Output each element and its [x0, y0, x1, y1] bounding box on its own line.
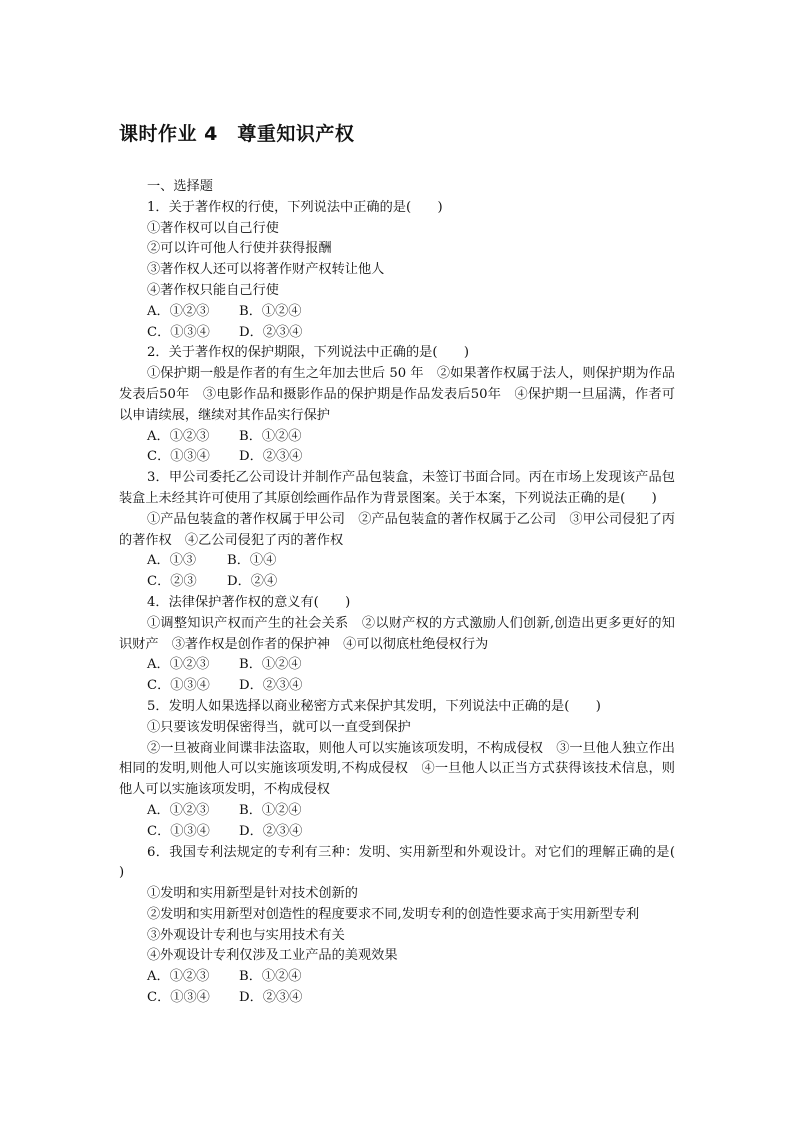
statement-item: ④著作权只能自己行使: [147, 282, 279, 298]
answer-options: [119, 302, 675, 344]
question-2: [119, 343, 675, 468]
option-d: D．②③④: [239, 678, 303, 694]
question-3: [119, 468, 675, 593]
statement-item: ①著作权可以自己行使: [147, 220, 279, 236]
question-stem: 4．法律保护著作权的意义有( ): [147, 594, 351, 610]
statement-item: ③著作权人还可以将著作财产权转让他人: [147, 262, 385, 278]
question-1: [119, 198, 675, 344]
option-b: B．①②④: [239, 657, 302, 673]
option-b: B．①④: [227, 553, 277, 569]
statement-item: ④外观设计专利仅涉及工业产品的美观效果: [147, 948, 398, 964]
answer-options: [119, 967, 675, 1009]
option-c: C．②③: [147, 574, 197, 590]
option-a: A．①②③: [147, 802, 210, 818]
option-a: A．①②③: [147, 303, 210, 319]
option-d: D．②③④: [239, 990, 303, 1006]
statement-item: ②发明和实用新型对创造性的程度要求不同,发明专利的创造性要求高于实用新型专利: [147, 906, 640, 922]
statement-item: ①发明和实用新型是针对技术创新的: [147, 886, 358, 902]
option-d: D．②③④: [239, 449, 303, 465]
option-b: B．①②④: [239, 303, 302, 319]
option-a: A．①②③: [147, 969, 210, 985]
option-b: B．①②④: [239, 969, 302, 985]
option-d: D．②③④: [239, 324, 303, 340]
statement-item: ①只要该发明保密得当，就可以一直受到保护: [147, 719, 411, 735]
question-stem: 1．关于著作权的行使，下列说法中正确的是( ): [147, 199, 443, 215]
option-b: B．①②④: [239, 428, 302, 444]
question-statements: ①调整知识产权而产生的社会关系 ②以财产权的方式激励人们创新,创造出更多更好的知识财产 ③著作权是创作者的保护神 ④可以彻底杜绝侵权行为: [119, 615, 675, 652]
question-5: [119, 697, 675, 843]
question-stem: 2．关于著作权的保护期限，下列说法中正确的是( ): [147, 345, 469, 361]
option-a: A．①②③: [147, 657, 210, 673]
answer-options: [119, 427, 675, 469]
question-stem: 5．发明人如果选择以商业秘密方式来保护其发明，下列说法中正确的是( ): [147, 698, 601, 714]
question-6: [119, 843, 702, 1009]
option-d: D．②③④: [239, 823, 303, 839]
document-body: [119, 177, 702, 1009]
answer-options: [119, 551, 675, 593]
page-title: 课时作业 4 尊重知识产权: [119, 123, 355, 145]
option-c: C．①③④: [147, 990, 210, 1006]
question-stem: 6．我国专利法规定的专利有三种：发明、实用新型和外观设计。对它们的理解正确的是( ): [119, 844, 702, 881]
answer-options: [119, 655, 675, 697]
statement-item: ②可以许可他人行使并获得报酬: [147, 241, 332, 257]
statement-item: ③外观设计专利也与实用技术有关: [147, 927, 345, 943]
question-statements: ②一旦被商业间谍非法盗取，则他人可以实施该项发明，不构成侵权 ③一旦他人独立作出相同的发明,则他人可以实施该项发明,不构成侵权 ④一旦他人以正当方式获得该技术信息，则他人可以实施该项发明，不构成侵权: [119, 740, 675, 798]
section-heading: 一、选择题: [147, 179, 213, 194]
option-d: D．②④: [227, 574, 278, 590]
option-a: A．①③: [147, 553, 197, 569]
option-c: C．①③④: [147, 678, 210, 694]
question-4: [119, 593, 675, 697]
question-statements: ①产品包装盒的著作权属于甲公司 ②产品包装盒的著作权属于乙公司 ③甲公司侵犯了丙的著作权 ④乙公司侵犯了丙的著作权: [119, 511, 675, 548]
question-statements: ①保护期一般是作者的有生之年加去世后 50 年 ②如果著作权属于法人，则保护期为作品发表后50年 ③电影作品和摄影作品的保护期是作品发表后50年 ④保护期一旦届满，作者可以申请续展，继续对其作品实行保护: [119, 366, 675, 423]
option-c: C．①③④: [147, 324, 210, 340]
document-page: [119, 119, 702, 1009]
option-b: B．①②④: [239, 802, 302, 818]
option-a: A．①②③: [147, 428, 210, 444]
option-c: C．①③④: [147, 449, 210, 465]
answer-options: [119, 801, 675, 843]
question-stem: 3．甲公司委托乙公司设计并制作产品包装盒，未签订书面合同。丙在市场上发现该产品包装盒上未经其许可使用了其原创绘画作品作为背景图案。关于本案，下列说法正确的是( ): [119, 470, 675, 506]
option-c: C．①③④: [147, 823, 210, 839]
